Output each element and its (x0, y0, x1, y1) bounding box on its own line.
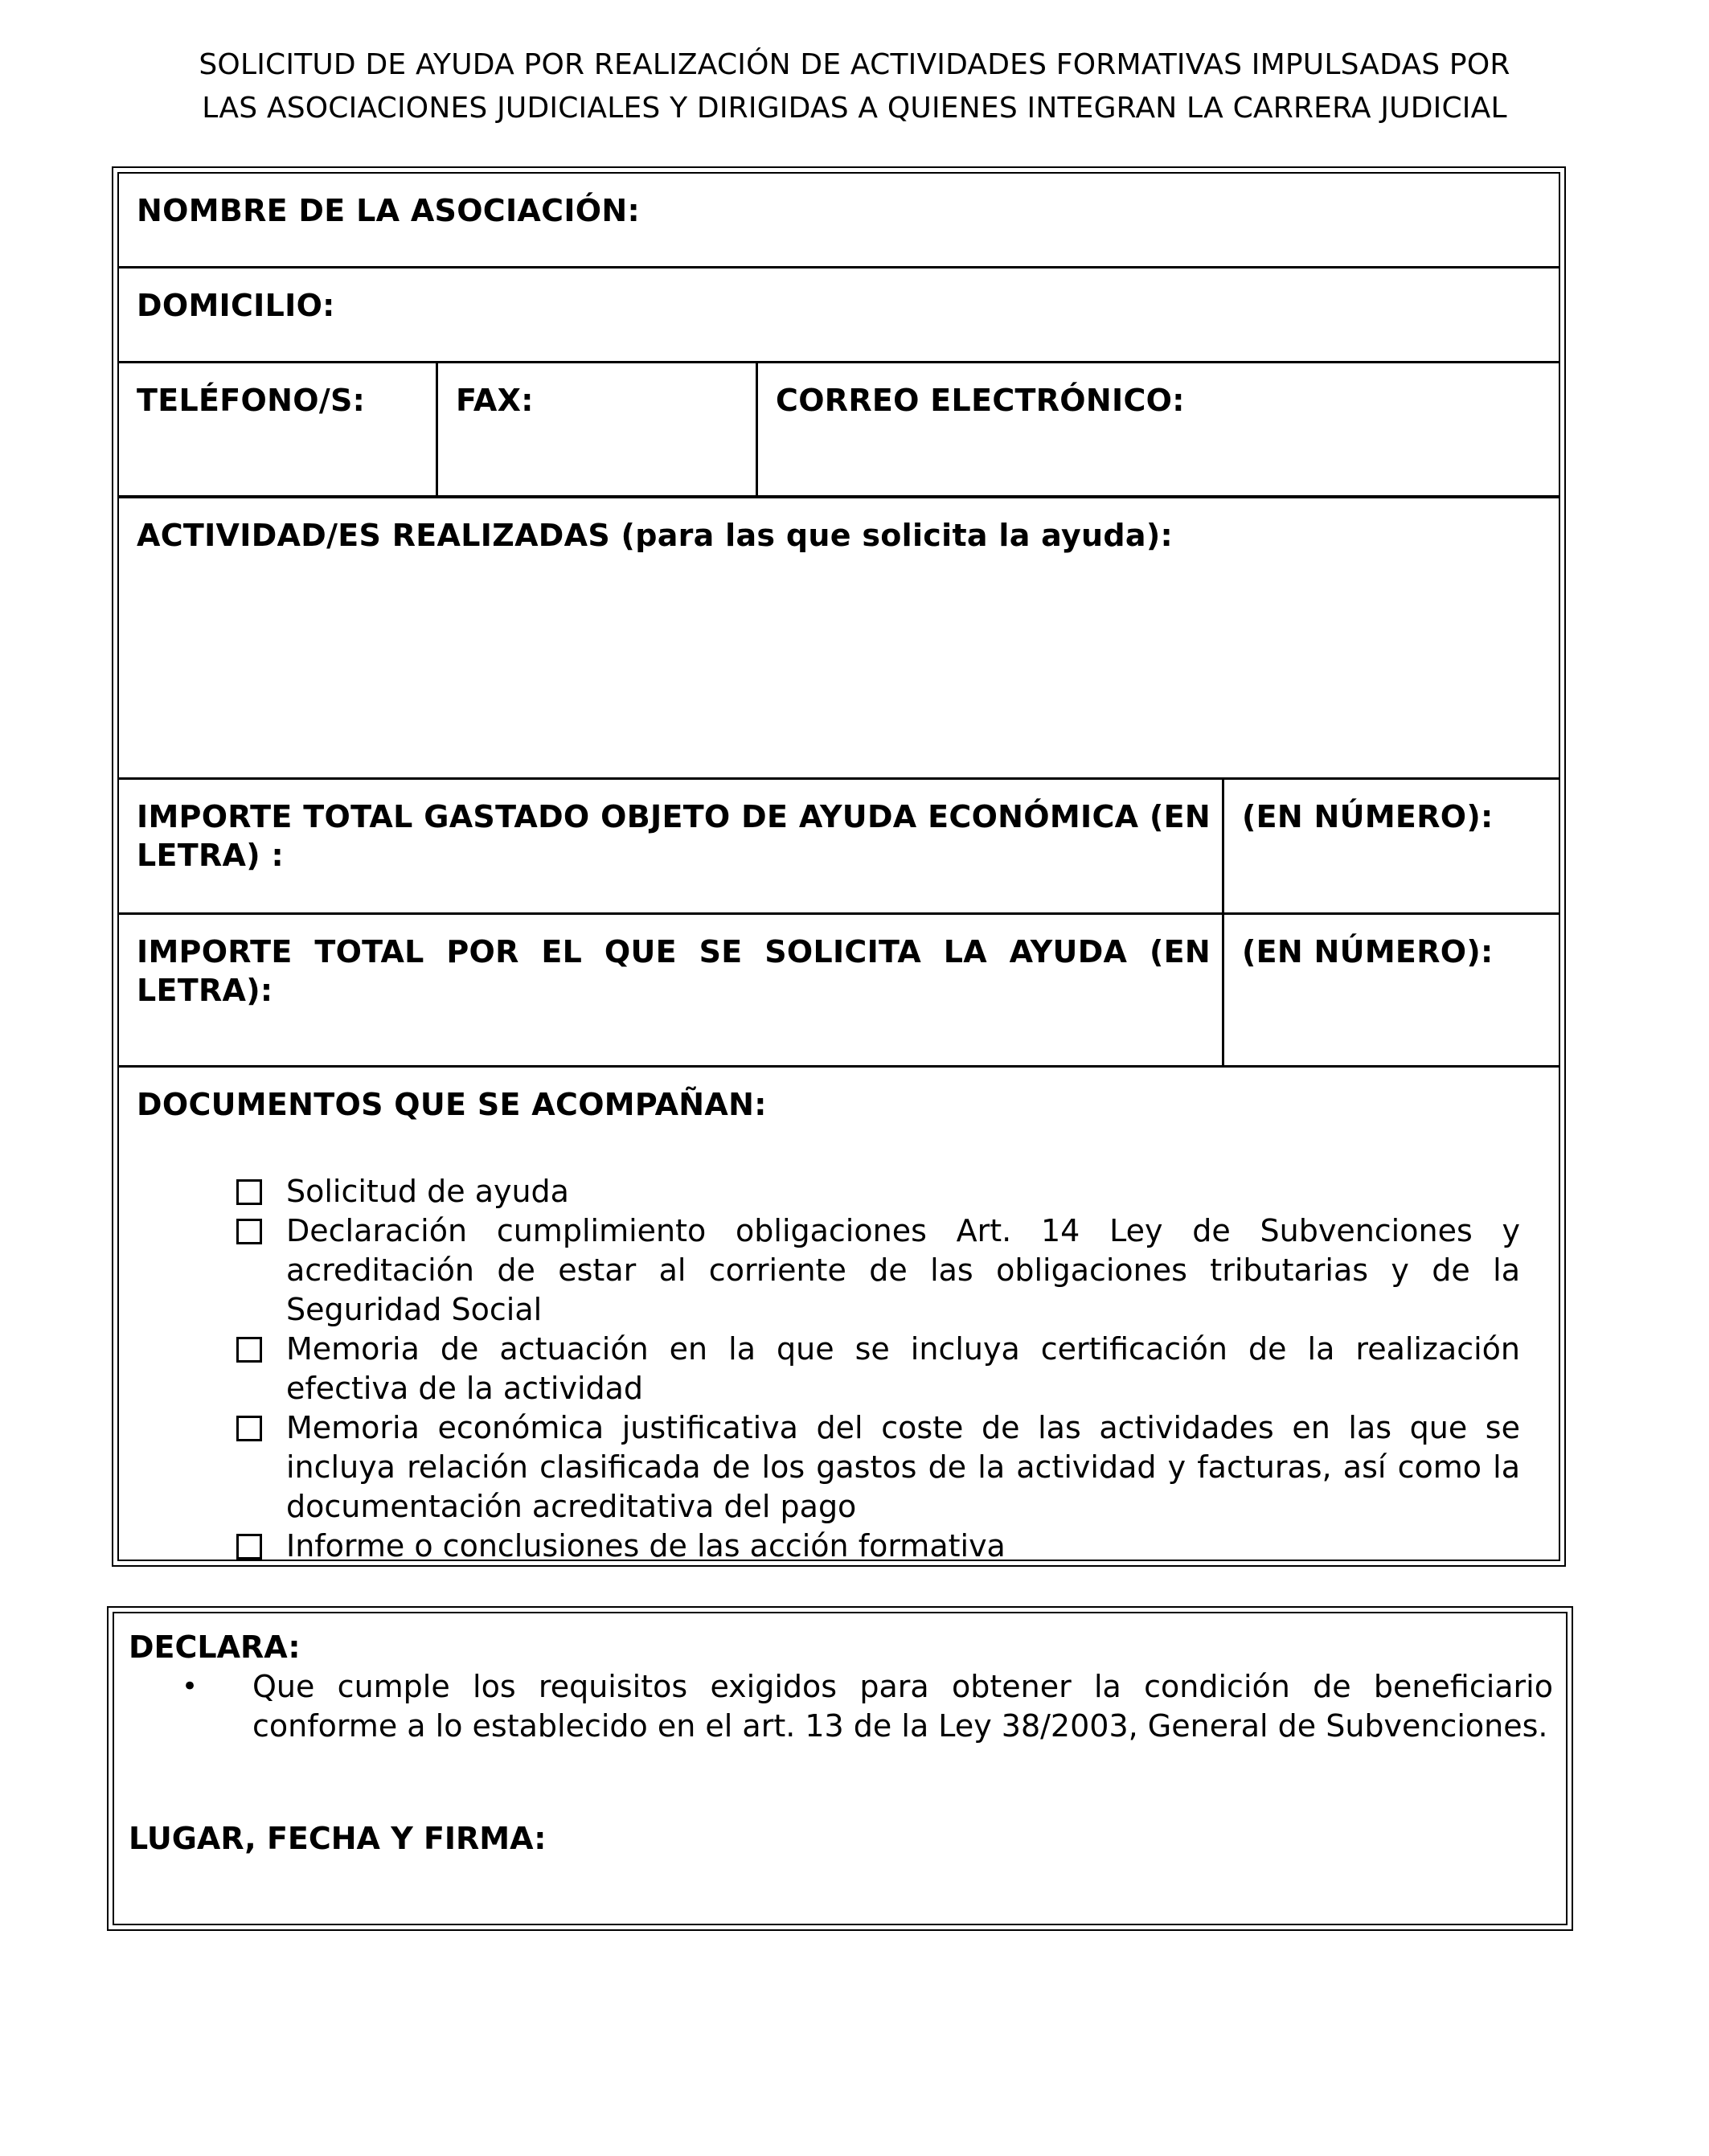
empty-checkbox-icon[interactable] (236, 1179, 262, 1205)
documentos-checklist (236, 1172, 1520, 1566)
actividades-row (119, 498, 1559, 780)
checklist-item-label: Solicitud de ayuda (286, 1174, 569, 1209)
telefono-label: TELÉFONO/S: (137, 383, 366, 418)
importe-solicitado-row (119, 915, 1559, 1068)
correo-field[interactable] (758, 363, 1559, 495)
application-form (112, 166, 1566, 1567)
application-form-inner (117, 172, 1560, 1564)
domicilio-row (119, 268, 1559, 363)
actividades-label: ACTIVIDAD/ES REALIZADAS (para las que solicita la ayuda): (137, 518, 1173, 553)
checklist-item (236, 1408, 1520, 1527)
declaration-list (137, 1667, 1553, 1746)
empty-checkbox-icon[interactable] (236, 1337, 262, 1363)
actividades-field[interactable] (119, 498, 1559, 777)
signature-label: LUGAR, FECHA Y FIRMA: (129, 1821, 547, 1856)
empty-checkbox-icon[interactable] (236, 1534, 262, 1560)
declaration-box (107, 1606, 1573, 1931)
checklist-item (236, 1211, 1520, 1330)
importe-gastado-letra-label: IMPORTE TOTAL GASTADO OBJETO DE AYUDA ECONÓMICA (EN LETRA) : (137, 799, 1211, 873)
documentos-section (119, 1068, 1559, 1564)
declaration-item-text: Que cumple los requisitos exigidos para obtener la condición de beneficiario conforme a lo establecido en el art. 13 de la Ley 38/2003, General de Subvenciones. (252, 1669, 1553, 1744)
nombre-label: NOMBRE DE LA ASOCIACIÓN: (137, 193, 640, 228)
document-title-line-2: LAS ASOCIACIONES JUDICIALES Y DIRIGIDAS A QUIENES INTEGRAN LA CARRERA JUDICIAL (202, 92, 1507, 125)
checklist-item (236, 1330, 1520, 1408)
documentos-label: DOCUMENTOS QUE SE ACOMPAÑAN: (137, 1087, 767, 1122)
checklist-item-label: Memoria económica justificativa del coste de las actividades en las que se incluya relación clasificada de los gastos de la actividad y facturas, así como la documentación acreditativa del pago (286, 1410, 1520, 1524)
checklist-item-label: Informe o conclusiones de las acción formativa (286, 1528, 1006, 1564)
bullet-icon: • (182, 1670, 199, 1703)
checklist-item (236, 1527, 1520, 1566)
correo-label: CORREO ELECTRÓNICO: (776, 383, 1185, 418)
empty-checkbox-icon[interactable] (236, 1219, 262, 1244)
document-title (113, 43, 1596, 130)
checklist-item-label: Memoria de actuación en la que se incluya certificación de la realización efectiva de la actividad (286, 1331, 1520, 1406)
telefono-field[interactable] (119, 363, 438, 495)
importe-solicitado-numero-field[interactable] (1224, 915, 1559, 1065)
document-title-line-1: SOLICITUD DE AYUDA POR REALIZACIÓN DE ACTIVIDADES FORMATIVAS IMPULSADAS POR (199, 48, 1510, 81)
declaration-item (137, 1667, 1553, 1746)
declaration-heading: DECLARA: (129, 1629, 301, 1665)
nombre-field[interactable] (119, 174, 1559, 266)
importe-solicitado-letra-label: IMPORTE TOTAL POR EL QUE SE SOLICITA LA AYUDA (EN LETRA): (137, 934, 1211, 1008)
importe-solicitado-numero-label: (EN NÚMERO): (1242, 934, 1494, 969)
documentos-row (119, 1068, 1559, 1564)
contact-row (119, 363, 1559, 498)
fax-label: FAX: (456, 383, 534, 418)
importe-solicitado-letra-field[interactable] (119, 915, 1224, 1065)
domicilio-label: DOMICILIO: (137, 288, 335, 323)
fax-field[interactable] (438, 363, 758, 495)
importe-gastado-numero-label: (EN NÚMERO): (1242, 799, 1494, 834)
importe-gastado-row (119, 780, 1559, 915)
importe-gastado-letra-field[interactable] (119, 780, 1224, 912)
domicilio-field[interactable] (119, 268, 1559, 361)
empty-checkbox-icon[interactable] (236, 1416, 262, 1441)
checklist-item (236, 1172, 1520, 1211)
checklist-item-label: Declaración cumplimiento obligaciones Art. 14 Ley de Subvenciones y acreditación de estar al corriente de las obligaciones tributarias y de la Seguridad Social (286, 1213, 1520, 1327)
importe-gastado-numero-field[interactable] (1224, 780, 1559, 912)
nombre-row (119, 174, 1559, 268)
declaration-box-inner (113, 1612, 1568, 1925)
